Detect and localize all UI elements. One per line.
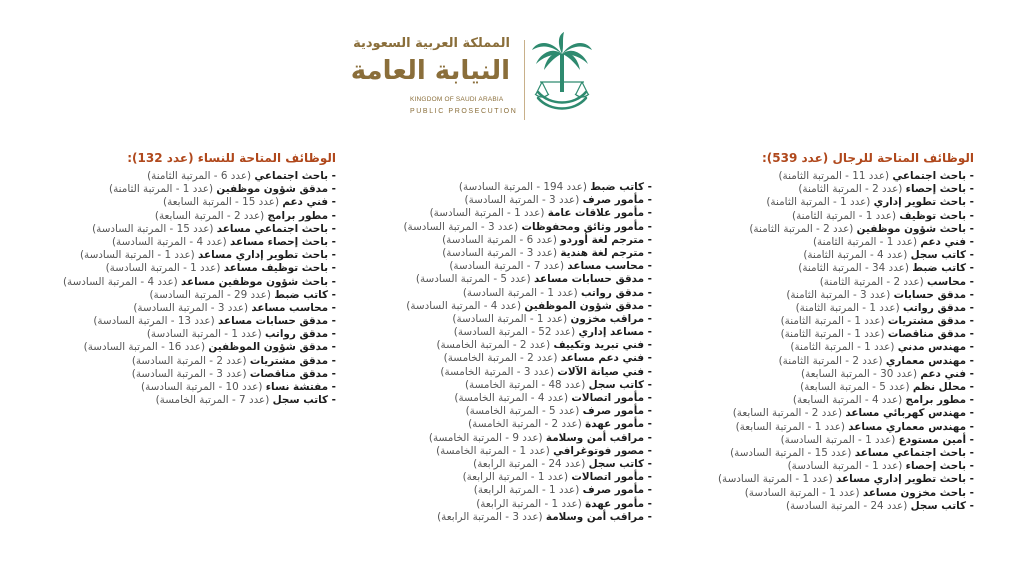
job-count-grade: (عدد 3 - المرتبة السادسة) — [131, 367, 250, 380]
job-count-grade: (عدد 3 - المرتبة السادسة) — [403, 220, 522, 233]
job-count-grade: (عدد 2 - المرتبة الثامنة) — [798, 183, 906, 196]
job-count-grade: (عدد 15 - المرتبة السادسة) — [92, 222, 217, 235]
job-count-grade: (عدد 3 - المرتبة الثامنة) — [786, 288, 894, 301]
job-count-grade: (عدد 1 - المرتبة السابعة) — [735, 420, 849, 433]
job-title: - فني دعم — [920, 367, 974, 380]
job-count-grade: (عدد 1 - المرتبة الرابعة) — [476, 497, 586, 510]
job-count-grade: (عدد 24 - المرتبة السادسة) — [785, 499, 911, 512]
men-jobs-continued-list — [362, 181, 652, 524]
job-count-grade: (عدد 1 - المرتبة السادسة) — [462, 286, 581, 299]
job-item — [362, 313, 652, 326]
job-title: - مدقق شؤون الموظفين — [208, 341, 336, 354]
job-title: - مأمور صرف — [582, 484, 652, 497]
job-count-grade: (عدد 2 - المرتبة الخامسة) — [443, 352, 561, 365]
job-count-grade: (عدد 4 - المرتبة السادسة) — [62, 275, 182, 288]
job-item — [91, 289, 336, 302]
job-title: - مأمور اتصالات — [571, 471, 652, 484]
job-count-grade: (عدد 2 - المرتبة الثامنة) — [819, 275, 928, 288]
job-title: - كاتب سجل — [910, 249, 974, 262]
job-item — [684, 315, 974, 328]
job-item — [91, 210, 336, 223]
job-title: - مطور برامج — [267, 209, 336, 222]
men-jobs-section — [684, 150, 974, 513]
job-count-grade: (عدد 52 - المرتبة السادسة) — [453, 326, 579, 339]
job-item — [684, 381, 974, 394]
job-count-grade: (عدد 7 - المرتبة الخامسة) — [155, 394, 273, 407]
job-item — [362, 339, 652, 352]
women-jobs-title: الوظائف المتاحة للنساء (عدد 132): — [127, 151, 336, 165]
job-count-grade: (عدد 1 - المرتبة الثامنة) — [780, 328, 888, 341]
job-count-grade: (عدد 2 - المرتبة الثامنة) — [749, 222, 857, 235]
job-title: - باحث اجتماعي مساعد — [854, 446, 974, 459]
job-item — [684, 328, 974, 341]
job-count-grade: (عدد 15 - المرتبة السابعة) — [163, 196, 283, 209]
job-item — [362, 471, 652, 484]
job-count-grade: (عدد 3 - المرتبة الرابعة) — [437, 510, 546, 523]
job-item — [684, 487, 974, 500]
job-count-grade: (عدد 1 - المرتبة الثامنة) — [766, 196, 874, 209]
job-count-grade: (عدد 10 - المرتبة السادسة) — [141, 381, 266, 393]
job-count-grade: (عدد 1 - المرتبة الرابعة) — [462, 471, 572, 484]
job-item — [362, 484, 652, 497]
job-title: - محلل نظم — [912, 381, 974, 393]
job-count-grade: (عدد 3 - المرتبة السادسة) — [464, 194, 583, 207]
job-item — [362, 221, 652, 234]
job-item — [362, 418, 652, 431]
job-item — [684, 236, 974, 249]
job-item — [91, 355, 336, 368]
job-title: - محاسب مساعد — [251, 301, 336, 314]
job-title: - مترجم لغة هندية — [560, 246, 652, 259]
job-title: - باحث إحصاء — [905, 183, 974, 196]
job-item — [684, 262, 974, 275]
job-item — [684, 368, 974, 381]
job-title: - فني دعم مساعد — [560, 352, 652, 365]
job-item — [362, 207, 652, 220]
job-count-grade: (عدد 1 - المرتبة الثامنة) — [792, 209, 900, 222]
job-title: - فني دعم — [282, 196, 336, 209]
job-title: - مدقق مشتريات — [887, 315, 974, 328]
job-item — [684, 421, 974, 434]
job-title: - كاتب سجل — [588, 378, 652, 391]
job-title: - مفتشة نساء — [265, 381, 336, 393]
job-title: - مهندس مدني — [897, 341, 974, 354]
job-item — [91, 368, 336, 381]
job-item — [684, 196, 974, 209]
job-title: - مراقب مخزون — [570, 312, 652, 325]
job-count-grade: (عدد 1 - المرتبة السادسة) — [717, 473, 837, 486]
job-item — [684, 223, 974, 236]
job-title: - مدقق رواتب — [580, 286, 652, 299]
job-count-grade: (عدد 2 - المرتبة الثامنة) — [778, 354, 886, 367]
job-item — [362, 511, 652, 524]
job-title: - مأمور صرف — [582, 194, 652, 207]
job-title: - باحث توظيف — [899, 209, 974, 222]
job-item — [684, 394, 974, 407]
job-item — [684, 447, 974, 460]
job-count-grade: (عدد 1 - المرتبة السادسة) — [780, 433, 899, 446]
job-title: - باحث تطوير إداري — [873, 196, 974, 209]
organization-name-arabic: النيابة العامة — [350, 56, 510, 86]
job-item — [362, 287, 652, 300]
job-count-grade: (عدد 11 - المرتبة الثامنة) — [778, 170, 893, 182]
job-item — [91, 170, 336, 183]
job-title: - باحث توظيف مساعد — [223, 262, 336, 275]
job-title: - مأمور وثائق ومحفوظات — [521, 220, 652, 233]
job-title: - مهندس معماري مساعد — [848, 420, 974, 433]
job-count-grade: (عدد 2 - المرتبة السابعة) — [154, 209, 268, 222]
job-title: - مأمور علاقات عامة — [547, 207, 652, 220]
job-item — [684, 460, 974, 473]
job-title: - مدقق شؤون الموظفين — [524, 299, 652, 312]
job-title: - كاتب سجل — [272, 394, 336, 407]
job-title: - مساعد إداري — [578, 326, 652, 339]
job-item — [91, 381, 336, 394]
job-title: - مدقق مشتريات — [249, 354, 336, 367]
job-count-grade: (عدد 48 - المرتبة الخامسة) — [465, 378, 589, 391]
job-item — [684, 249, 974, 262]
job-title: - مدقق حسابات — [893, 288, 974, 301]
job-item — [362, 181, 652, 194]
job-item — [684, 276, 974, 289]
job-title: - مدقق حسابات مساعد — [218, 315, 336, 328]
job-title: - باحث شؤون موظفين مساعد — [181, 275, 336, 288]
job-title: - مطور برامج — [905, 394, 974, 407]
job-title: - باحث مخزون مساعد — [862, 486, 974, 499]
job-item — [684, 210, 974, 223]
job-count-grade: (عدد 2 - المرتبة الخامسة) — [468, 418, 586, 431]
job-title: - باحث اجتماعي مساعد — [216, 222, 336, 235]
men-jobs-list — [684, 170, 974, 513]
job-count-grade: (عدد 4 - المرتبة السادسة) — [111, 235, 231, 248]
job-count-grade: (عدد 1 - المرتبة الخامسة) — [436, 444, 554, 457]
job-count-grade: (عدد 30 - المرتبة السابعة) — [801, 367, 921, 380]
job-item — [91, 183, 336, 196]
job-item — [91, 302, 336, 315]
job-item — [91, 315, 336, 328]
job-title: - فني صيانة الآلات — [557, 365, 652, 378]
job-count-grade: (عدد 15 - المرتبة السادسة) — [730, 446, 855, 459]
job-count-grade: (عدد 13 - المرتبة السادسة) — [93, 315, 218, 328]
job-count-grade: (عدد 1 - المرتبة الثامنة) — [795, 301, 903, 314]
job-count-grade: (عدد 1 - المرتبة السادسة) — [787, 460, 906, 473]
job-item — [62, 275, 336, 289]
job-count-grade: (عدد 1 - المرتبة الثامنة) — [790, 341, 898, 354]
job-item — [91, 196, 336, 209]
job-item — [362, 405, 652, 418]
job-count-grade: (عدد 7 - المرتبة السادسة) — [449, 260, 568, 273]
job-title: - باحث اجتماعي — [254, 170, 336, 182]
job-item — [362, 247, 652, 260]
job-count-grade: (عدد 34 - المرتبة الثامنة) — [798, 262, 913, 275]
job-item — [362, 352, 652, 365]
men-jobs-title: الوظائف المتاحة للرجال (عدد 539): — [761, 151, 974, 165]
organization-name-english: PUBLIC PROSECUTION — [410, 108, 518, 115]
job-item — [83, 341, 336, 354]
job-count-grade: (عدد 4 - المرتبة الخامسة) — [454, 392, 572, 404]
job-item — [684, 183, 974, 196]
job-item — [684, 302, 974, 315]
job-title: - كاتب ضبط — [912, 262, 974, 275]
women-jobs-section — [62, 150, 336, 407]
job-item — [362, 379, 652, 392]
job-title: - مدقق حسابات مساعد — [534, 273, 652, 286]
job-count-grade: (عدد 1 - المرتبة السادسة) — [744, 486, 863, 499]
job-title: - أمين مستودع — [898, 433, 974, 446]
job-item — [362, 300, 652, 313]
job-title: - مدقق مناقصات — [249, 367, 336, 380]
job-count-grade: (عدد 5 - المرتبة الخامسة) — [465, 405, 583, 418]
women-jobs-list — [62, 170, 336, 407]
job-count-grade: (عدد 1 - المرتبة السادسة) — [146, 328, 265, 341]
job-item — [362, 194, 652, 207]
job-count-grade: (عدد 3 - المرتبة الخامسة) — [440, 365, 558, 378]
job-item — [91, 328, 336, 341]
job-count-grade: (عدد 29 - المرتبة السادسة) — [149, 288, 275, 301]
logo-divider — [524, 40, 525, 120]
header-logo-block — [350, 30, 630, 120]
job-item — [362, 432, 652, 445]
job-title: - مدقق شؤون موظفين — [216, 183, 336, 196]
job-item — [362, 498, 652, 511]
job-count-grade: (عدد 194 - المرتبة السادسة) — [458, 181, 591, 193]
job-title: - مهندس معماري — [885, 354, 974, 367]
palm-swords-scales-emblem-icon — [530, 32, 594, 120]
job-count-grade: (عدد 9 - المرتبة الخامسة) — [428, 431, 546, 444]
job-item — [362, 392, 652, 405]
job-title: - مأمور عهدة — [585, 497, 652, 510]
job-count-grade: (عدد 4 - المرتبة السابعة) — [792, 394, 906, 407]
job-count-grade: (عدد 24 - المرتبة الرابعة) — [473, 457, 589, 470]
job-title: - مصور فوتوغرافي — [553, 444, 652, 457]
job-count-grade: (عدد 6 - المرتبة الثامنة) — [147, 170, 255, 182]
job-item — [684, 170, 974, 183]
job-title: - مأمور اتصالات — [571, 392, 652, 404]
job-count-grade: (عدد 1 - المرتبة الرابعة) — [473, 484, 583, 497]
job-title: - باحث تطوير إداري مساعد — [836, 473, 974, 486]
job-count-grade: (عدد 1 - المرتبة الثامنة) — [780, 315, 888, 328]
job-title: - باحث إحصاء مساعد — [230, 235, 336, 248]
job-count-grade: (عدد 4 - المرتبة السادسة) — [406, 299, 525, 312]
job-title: - فني تبريد وتكييف — [553, 339, 652, 352]
job-title: - باحث اجتماعي — [892, 170, 974, 182]
job-item — [91, 394, 336, 407]
job-title: - باحث شؤون موظفين — [856, 222, 974, 235]
job-title: - مترجم لغة أوردو — [560, 233, 652, 246]
job-title: - مراقب أمن وسلامة — [545, 431, 652, 444]
job-title: - كاتب سجل — [588, 457, 652, 470]
job-item — [362, 234, 652, 247]
job-title: - محاسب مساعد — [567, 260, 652, 273]
job-count-grade: (عدد 5 - المرتبة السابعة) — [800, 381, 913, 393]
job-title: - محاسب — [927, 275, 974, 288]
job-count-grade: (عدد 2 - المرتبة الخامسة) — [436, 339, 554, 352]
job-item — [362, 273, 652, 286]
job-item — [362, 445, 652, 458]
job-count-grade: (عدد 4 - المرتبة الثامنة) — [803, 249, 911, 262]
job-title: - كاتب ضبط — [590, 181, 652, 193]
job-count-grade: (عدد 1 - المرتبة الثامنة) — [813, 235, 921, 248]
job-item — [684, 473, 974, 486]
job-item — [684, 355, 974, 368]
job-title: - مهندس كهربائي مساعد — [845, 407, 974, 420]
job-title: - فني دعم — [920, 235, 974, 248]
job-item — [684, 407, 974, 420]
kingdom-name-english: KINGDOM OF SAUDI ARABIA — [410, 96, 504, 103]
job-count-grade: (عدد 1 - المرتبة السادسة) — [105, 262, 224, 275]
job-item — [91, 223, 336, 236]
job-title: - مدقق رواتب — [264, 328, 336, 341]
job-title: - كاتب سجل — [910, 499, 974, 512]
job-title: - مأمور عهدة — [585, 418, 652, 431]
job-count-grade: (عدد 2 - المرتبة السابعة) — [732, 407, 846, 420]
men-jobs-continued-section — [362, 181, 652, 524]
job-count-grade: (عدد 3 - المرتبة السادسة) — [133, 301, 252, 314]
job-title: - باحث تطوير إداري مساعد — [198, 249, 336, 262]
job-title: - باحث إحصاء — [905, 460, 974, 473]
job-item — [362, 458, 652, 471]
job-title: - مدقق مناقصات — [887, 328, 974, 341]
kingdom-name-arabic: المملكة العربية السعودية — [353, 36, 510, 51]
job-count-grade: (عدد 16 - المرتبة السادسة) — [83, 341, 209, 354]
job-item — [362, 326, 652, 339]
job-item — [362, 260, 652, 273]
job-count-grade: (عدد 1 - المرتبة الثامنة) — [109, 183, 217, 196]
job-item — [684, 434, 974, 447]
job-item — [684, 341, 974, 354]
job-count-grade: (عدد 6 - المرتبة السادسة) — [442, 233, 561, 246]
job-item — [91, 262, 336, 275]
job-count-grade: (عدد 3 - المرتبة السادسة) — [442, 246, 561, 259]
job-item — [684, 289, 974, 302]
job-count-grade: (عدد 2 - المرتبة السادسة) — [131, 354, 250, 367]
job-count-grade: (عدد 5 - المرتبة السادسة) — [415, 273, 534, 286]
job-item — [91, 236, 336, 249]
job-count-grade: (عدد 1 - المرتبة السادسة) — [79, 249, 199, 262]
job-item — [684, 500, 974, 513]
job-title: - مأمور صرف — [582, 405, 652, 418]
job-count-grade: (عدد 1 - المرتبة السادسة) — [429, 207, 548, 220]
job-title: - مدقق رواتب — [902, 301, 974, 314]
job-count-grade: (عدد 1 - المرتبة السادسة) — [452, 312, 571, 325]
job-item — [79, 249, 336, 262]
job-title: - كاتب ضبط — [274, 288, 336, 301]
job-title: - مراقب أمن وسلامة — [545, 510, 652, 523]
job-item — [362, 366, 652, 379]
